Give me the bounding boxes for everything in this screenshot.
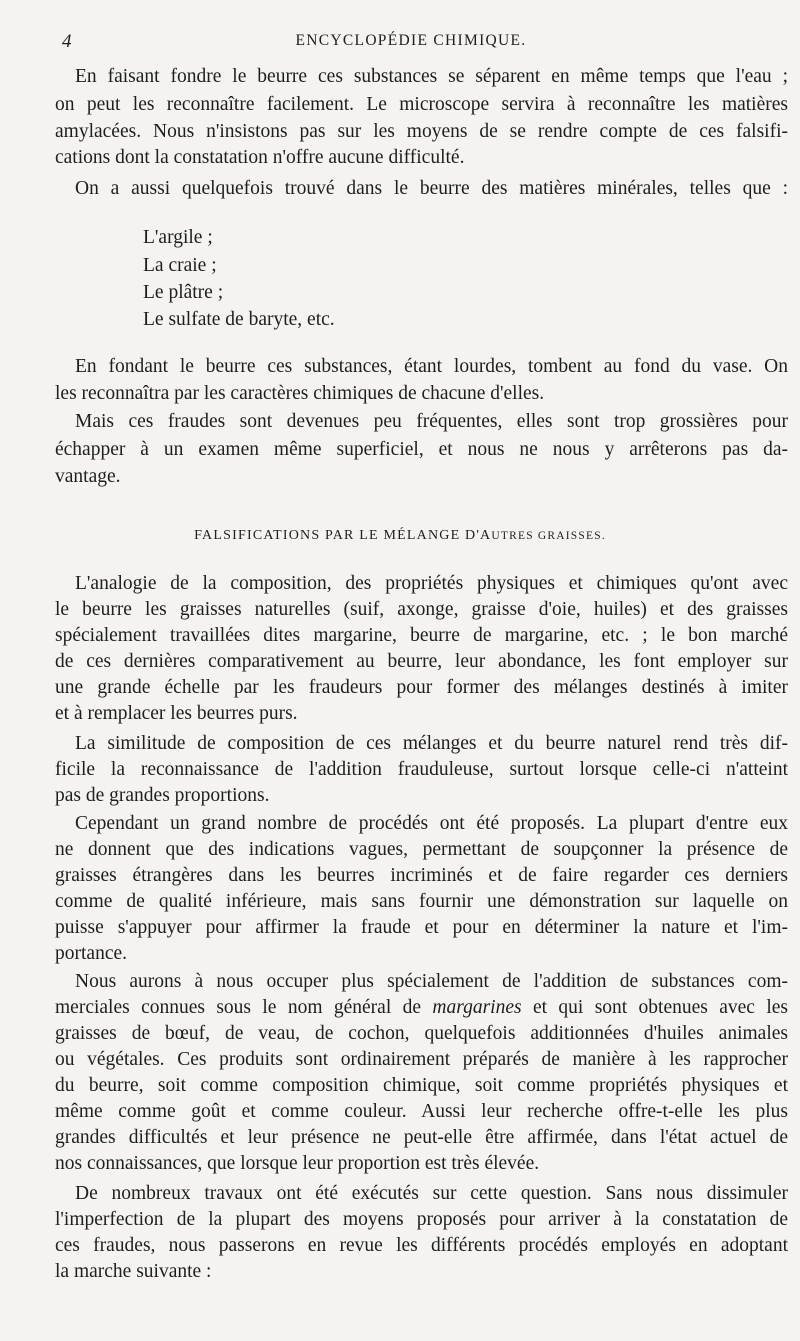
text-line: Cependant un grand nombre de procédés ont été proposés. La plupart d'entre eux xyxy=(75,813,788,834)
text-line: nos connaissances, que lorsque leur proportion est très élevée. xyxy=(55,1153,540,1174)
text-line: ficile la reconnaissance de l'addition frauduleuse, surtout lorsque celle-ci n'atteint xyxy=(55,759,788,780)
list-item: L'argile ; xyxy=(143,227,213,248)
text-line: du beurre, soit comme composition chimique, soit comme propriétés physiques et xyxy=(55,1075,788,1096)
text-line: cations dont la constatation n'offre aucune difficulté. xyxy=(55,147,465,168)
text-line: spécialement travaillées dites margarine, beurre de margarine, etc. ; le bon marché xyxy=(55,625,788,646)
text-line: ne donnent que des indications vagues, permettant de soupçonner la présence de xyxy=(55,839,788,860)
page-header xyxy=(62,31,760,55)
text-line: comme de qualité inférieure, mais sans fournir une démonstration sur laquelle on xyxy=(55,891,788,912)
section-heading xyxy=(0,528,800,544)
italic-term: margarines xyxy=(432,997,522,1018)
text-line: En faisant fondre le beurre ces substances se séparent en même temps que l'eau ; xyxy=(75,66,788,87)
text-line: On a aussi quelquefois trouvé dans le beurre des matières minérales, telles que : xyxy=(75,178,788,199)
page-number: 4 xyxy=(62,31,72,52)
text-line: Mais ces fraudes sont devenues peu fréquentes, elles sont trop grossières pour xyxy=(75,411,788,432)
section-heading-part1: FALSIFICATIONS PAR LE MÉLANGE D'A xyxy=(194,528,492,543)
text-line: L'analogie de la composition, des propriétés physiques et chimiques qu'ont avec xyxy=(75,573,788,594)
text-line: La similitude de composition de ces mélanges et du beurre naturel rend très dif- xyxy=(75,733,788,754)
text-line: ou végétales. Ces produits sont ordinairement préparés de manière à les rapprocher xyxy=(55,1049,788,1070)
text-line: Nous aurons à nous occuper plus spécialement de l'addition de substances com- xyxy=(75,971,788,992)
text-line: En fondant le beurre ces substances, étant lourdes, tombent au fond du vase. On xyxy=(75,356,788,377)
text-line: puisse s'appuyer pour affirmer la fraude et pour en déterminer la nature et l'im- xyxy=(55,917,788,938)
text-line: on peut les reconnaître facilement. Le microscope servira à reconnaître les matières xyxy=(55,94,788,115)
text-line: et à remplacer les beurres purs. xyxy=(55,703,298,724)
text-line: pas de grandes proportions. xyxy=(55,785,270,806)
text-line: même comme goût et comme couleur. Aussi leur recherche offre-t-elle les plus xyxy=(55,1101,788,1122)
list-item: La craie ; xyxy=(143,255,217,276)
text-line: les reconnaîtra par les caractères chimiques de chacune d'elles. xyxy=(55,383,545,404)
running-title: ENCYCLOPÉDIE CHIMIQUE. xyxy=(295,32,527,49)
text-line: vantage. xyxy=(55,466,121,487)
text-line: la marche suivante : xyxy=(55,1261,212,1282)
text-line-margarines xyxy=(55,995,788,1021)
text-span: et qui sont obtenues avec les xyxy=(521,997,788,1018)
text-line: amylacées. Nous n'insistons pas sur les moyens de se rendre compte de ces falsifi- xyxy=(55,121,788,142)
text-line: graisses étrangères dans les beurres incriminés et de faire regarder ces derniers xyxy=(55,865,788,886)
text-line: ces fraudes, nous passerons en revue les différents procédés employés en adoptant xyxy=(55,1235,788,1256)
text-span: merciales connues sous le nom général de xyxy=(55,997,433,1018)
text-line: échapper à un examen même superficiel, et nous ne nous y arrêterons pas da- xyxy=(55,439,788,460)
list-item: Le plâtre ; xyxy=(143,282,224,303)
section-heading-part2: UTRES GRAISSES. xyxy=(491,530,606,542)
text-line: l'imperfection de la plupart des moyens proposés pour arriver à la constatation de xyxy=(55,1209,788,1230)
text-line: le beurre les graisses naturelles (suif, axonge, graisse d'oie, huiles) et des graisses xyxy=(55,599,788,620)
text-line: De nombreux travaux ont été exécutés sur cette question. Sans nous dissimuler xyxy=(75,1183,788,1204)
text-line: de ces dernières comparativement au beurre, leur abondance, les font employer sur xyxy=(55,651,788,672)
text-line: une grande échelle par les fraudeurs pour former des mélanges destinés à imiter xyxy=(55,677,788,698)
text-line: portance. xyxy=(55,943,128,964)
list-item: Le sulfate de baryte, etc. xyxy=(143,309,335,330)
text-line: grandes difficultés et leur présence ne peut-elle être affirmée, dans l'état actuel de xyxy=(55,1127,788,1148)
text-line: graisses de bœuf, de veau, de cochon, quelquefois additionnées d'huiles animales xyxy=(55,1023,788,1044)
